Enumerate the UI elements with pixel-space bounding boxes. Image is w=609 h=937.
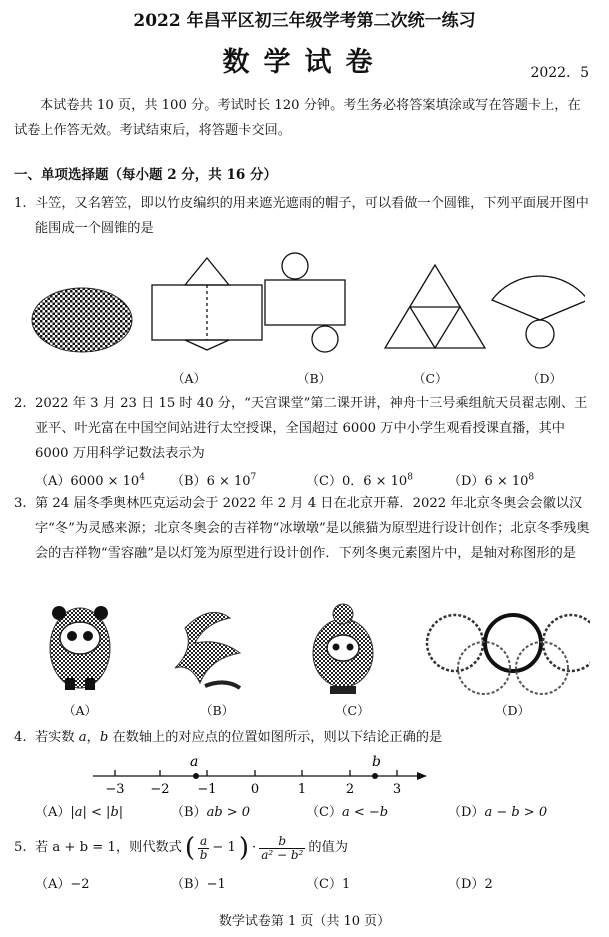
option-c[interactable]: （C）a < −b [306,805,389,820]
question-number: 5. [14,840,27,855]
question-text: 斗笠，又名箬笠，即以竹皮编织的用来遮光遮雨的帽子，可以看做一个圆锥，下列平面展开图中能围成一个圆锥的是 [35,196,589,236]
option-b[interactable]: （B）ab > 0 [171,805,251,820]
option-d[interactable]: （D） [495,703,531,718]
option-d[interactable]: （D） [527,371,563,386]
option-b[interactable]: （B） [297,371,332,386]
option-c[interactable]: （C） [335,703,370,718]
question-5 [14,833,594,863]
question-text: 若 a + b = 1，则代数式 ( a b − 1 ) · b a² − b² 的值为 [35,833,348,863]
point-b-marker [372,773,378,779]
point-a-label: a [190,754,199,770]
exam-date: 2022．5 [530,65,589,81]
tick-labels [105,782,401,797]
option-a[interactable]: （A） [172,371,207,386]
figure-a-shape [32,288,132,352]
option-a[interactable]: （A）−2 [35,877,90,892]
figure-d-net [385,265,485,348]
section-heading: 一、单项选择题（每小题 2 分，共 16 分） [14,167,277,183]
option-a[interactable]: $(A)6000 \times 10^4$ [35,472,145,489]
option-d[interactable]: （D）2 [448,877,493,892]
question-text: 若实数 a，b 在数轴上的对应点的位置如图所示，则以下结论正确的是 [35,730,443,745]
figure-b-net [152,258,262,350]
question-4 [14,725,594,750]
tick-label: 2 [345,782,355,797]
figure-e-net [492,276,585,348]
option-b[interactable]: （B） [200,703,235,718]
question-text: 2022 年 3 月 23 日 15 时 40 分，“天宫课堂”第二课开讲，神舟十三号乘组航天员翟志刚、王亚平、叶光富在中国空间站进行太空授课，全国超过 6000 万中小学生观看授课直播，其中 6000 万用科学记数法表示为 [35,396,588,461]
question-number: 2. [14,396,27,411]
exam-title: 2022 年昌平区初三年级学考第二次统一练习 [133,11,476,31]
question-number: 1. [14,196,27,211]
option-c[interactable]: （C）0．$6 \times 10^8$ [306,472,413,489]
tick-label: −1 [197,782,217,797]
tick-label: 1 [297,782,307,797]
page-footer: 数学试卷第 1 页（共 10 页） [218,914,391,929]
tick-label: 3 [392,782,402,797]
question-2 [14,391,594,466]
option-a[interactable]: （A）|a| < |b| [35,805,124,820]
question-3 [14,491,594,566]
question-number: 4. [14,730,27,745]
question-1 [14,191,594,241]
olympic-rings-image [427,615,590,694]
option-b[interactable]: （B）−1 [171,877,226,892]
option-c[interactable]: （C） [413,371,448,386]
left-paren: ( [184,833,196,863]
option-c[interactable]: （C）1 [306,877,351,892]
point-b-label: b [372,754,381,770]
right-paren: ) [238,833,249,863]
question-text: 第 24 届冬季奥林匹克运动会于 2022 年 2 月 4 日在北京开幕．2022 年北京冬奥会会徽以汉字“冬”为灵感来源；北京冬奥会的吉祥物“冰墩墩”是以熊猫为原型进行设计创作；北京冬季残奥会的吉祥物“雪容融”是以灯笼为原型进行设计创作．下列冬奥元素图片中，是轴对称图形的是 [35,496,590,561]
tick-label: 0 [250,782,260,797]
point-a-marker [193,773,199,779]
number-line [85,752,435,797]
question-number: 3. [14,496,27,511]
q1-figures [25,250,585,365]
shuey-rhon-rhon-image [313,604,373,694]
tick-label: −2 [150,782,170,797]
arrow-right-icon [417,772,427,780]
q3-figures [25,598,590,698]
option-a[interactable]: （A） [63,703,98,718]
intro-paragraph: 本试卷共 10 页，共 100 分。考试时长 120 分钟。考生务必将答案填涂或写在答题卡上，在试卷上作答无效。考试结束后，将答题卡交回。 [14,98,581,138]
bing-dwen-dwen-image [50,606,110,690]
fraction-b-over-diff: b a² − b² [261,833,304,862]
fraction-a-over-b: a b [199,833,208,862]
option-d[interactable]: $(D)6 \times 10^8$ [448,472,535,489]
winter-olympics-emblem-image [175,612,240,688]
option-d[interactable]: （D）a − b > 0 [448,805,548,820]
option-b[interactable]: $(B)6 \times 10^7$ [171,472,257,489]
tick-label: −3 [105,782,125,797]
number-line-ticks [115,770,397,776]
subject-title: 数学试卷 [222,47,387,78]
figure-c-net [265,253,345,352]
